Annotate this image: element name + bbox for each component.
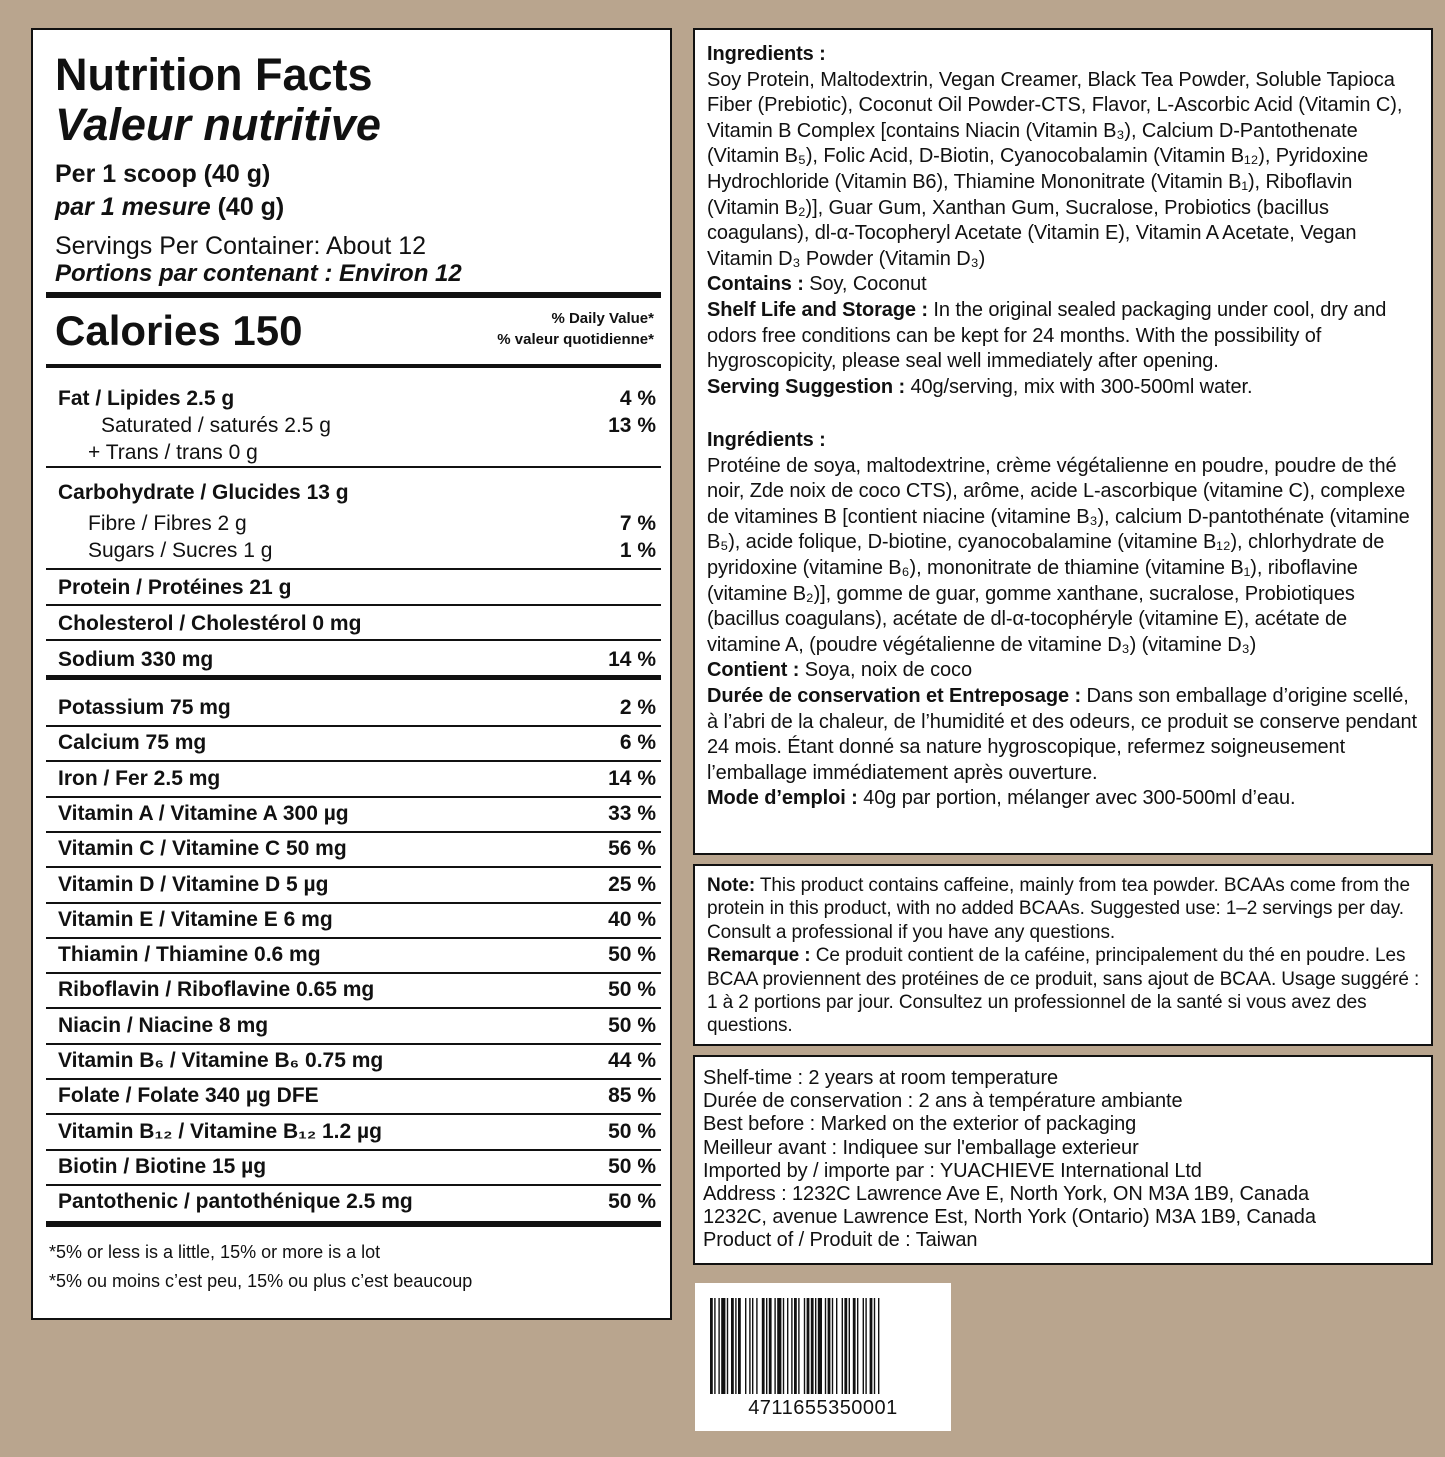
divider — [46, 1113, 661, 1115]
info-line: Durée de conservation : 2 ans à température ambiante — [703, 1090, 1183, 1113]
contains-line: Contains : Soy, Coconut — [707, 273, 927, 296]
divider — [46, 866, 661, 868]
serving-suggestion-line: Serving Suggestion : 40g/serving, mix with 300-500ml water. — [707, 375, 1253, 398]
micronutrient-label: Vitamin D / Vitamine D 5 µg — [58, 873, 329, 896]
micronutrient-label: Pantothenic / pantothénique 2.5 mg — [58, 1190, 413, 1213]
ingredients-panel — [693, 28, 1433, 855]
row-carbohydrate: Carbohydrate / Glucides 13 g — [58, 481, 349, 504]
barcode-bar — [791, 1298, 792, 1394]
micronutrient-percent: 50 % — [608, 978, 656, 1001]
ingredients-heading: Ingredients : — [707, 43, 826, 65]
micronutrient-label: Vitamin B₁₂ / Vitamine B₁₂ 1.2 µg — [58, 1120, 382, 1143]
serving-size-fr-amount: (40 g) — [210, 193, 285, 221]
row-micronutrient — [58, 907, 656, 933]
barcode-bar — [714, 1298, 715, 1394]
micronutrient-percent: 50 % — [608, 1190, 656, 1213]
barcode-bar — [735, 1298, 736, 1394]
row-protein: Protein / Protéines 21 g — [58, 576, 292, 599]
barcode-bar — [807, 1298, 810, 1394]
barcode-bar — [752, 1298, 753, 1394]
ingredients-fr — [707, 428, 1421, 812]
product-info-panel — [693, 1055, 1433, 1265]
barcode — [695, 1283, 951, 1431]
servings-per-container-fr: Portions par contenant : Environ 12 — [55, 260, 462, 287]
micronutrient-label: Vitamin B₆ / Vitamine B₆ 0.75 mg — [58, 1049, 384, 1072]
micronutrient-percent: 56 % — [608, 837, 656, 860]
divider — [46, 1184, 661, 1186]
barcode-bar — [832, 1298, 833, 1394]
ingredients-en — [707, 42, 1421, 400]
barcode-bar — [853, 1298, 856, 1394]
micronutrient-label: Vitamin A / Vitamine A 300 µg — [58, 802, 349, 825]
row-sodium: Sodium 330 mg 14 % — [58, 648, 656, 671]
row-sugars: Sugars / Sucres 1 g 1 % — [88, 539, 656, 562]
barcode-number: 4711655350001 — [748, 1397, 898, 1419]
barcode-bar — [870, 1298, 873, 1394]
row-micronutrient — [58, 801, 656, 827]
divider — [46, 1043, 661, 1045]
divider — [46, 1078, 661, 1080]
barcode-bar — [874, 1298, 875, 1394]
barcode-bar — [828, 1298, 831, 1394]
info-line: 1232C, avenue Lawrence Est, North York (Ontario) M3A 1B9, Canada — [703, 1206, 1316, 1229]
ingredients-text: Soy Protein, Maltodextrin, Vegan Creamer, Black Tea Powder, Soluble Tapioca Fiber (Prebiotic), Coconut Oil Powder-CTS, Flavor, L-Ascorbic Acid (Vitamin C), Vitamin B Complex [contains Niacin (Vitamin B₃), Calcium D-Pantothenate (Vitamin B₅), Folic Acid, D-Biotin, Cyanocobalamin (Vitamin B₁₂), Pyridoxine Hydrochloride (Vitamin B6), Thiamine Mononitrate (Vitamin B₁), Riboflavin (Vitamin B₂)], Guar Gum, Xanthan Gum, Sucralose, Probiotics (bacillus coagulans), dl-α-Tocopheryl Acetate (Vitamin E), Vitamin A Acetate, Vegan Vitamin D₃ Powder (Vitamin D₃) — [707, 68, 1403, 270]
row-trans: + Trans / trans 0 g — [88, 441, 258, 464]
note-en: Note: This product contains caffeine, mainly from tea powder. BCAAs come from the protein in this product, with no added BCAAs. Suggested use: 1–2 servings per day. Consult a professional if you have any questions. — [707, 875, 1410, 943]
divider — [46, 568, 661, 570]
servings-per-container: Servings Per Container: About 12 — [55, 232, 427, 260]
micronutrient-percent: 6 % — [619, 731, 656, 754]
micronutrient-label: Niacin / Niacine 8 mg — [58, 1014, 269, 1037]
micronutrient-percent: 50 % — [608, 943, 656, 966]
row-fibre: Fibre / Fibres 2 g 7 % — [88, 512, 656, 535]
row-micronutrient — [58, 1083, 656, 1109]
divider — [46, 937, 661, 939]
row-fat: Fat / Lipides 2.5 g 4 % — [58, 387, 656, 410]
barcode-bar — [857, 1298, 858, 1394]
note-text — [707, 874, 1421, 1038]
divider — [46, 796, 661, 798]
micronutrient-percent: 50 % — [608, 1120, 656, 1143]
info-line: Address : 1232C Lawrence Ave E, North York, ON M3A 1B9, Canada — [703, 1183, 1310, 1206]
footnote: *5% or less is a little, 15% or more is a lot — [49, 1242, 381, 1262]
barcode-bar — [842, 1298, 843, 1394]
row-micronutrient — [58, 766, 656, 792]
divider — [46, 604, 661, 606]
micronutrient-percent: 14 % — [608, 767, 656, 790]
divider-thick — [46, 364, 661, 368]
divider-thick — [46, 675, 661, 680]
nutrition-title: Nutrition Facts — [55, 49, 373, 100]
divider — [46, 1007, 661, 1009]
barcode-bar — [756, 1298, 757, 1394]
divider — [46, 1149, 661, 1151]
info-line: Meilleur avant : Indiquee sur l'emballage exterieur — [703, 1136, 1139, 1159]
barcode-bar — [710, 1298, 713, 1394]
row-saturated: Saturated / saturés 2.5 g 13 % — [101, 414, 656, 437]
serving-size-fr-label: par 1 mesure — [55, 193, 211, 221]
row-micronutrient — [58, 1048, 656, 1074]
row-micronutrient — [58, 942, 656, 968]
micronutrient-label: Calcium 75 mg — [58, 731, 207, 754]
nutrition-title-fr: Valeur nutritive — [55, 99, 381, 150]
row-micronutrient — [58, 1189, 656, 1215]
barcode-bar — [749, 1298, 750, 1394]
barcode-bar — [731, 1298, 734, 1394]
barcode-bar — [878, 1298, 879, 1394]
micronutrient-label: Thiamin / Thiamine 0.6 mg — [58, 943, 321, 966]
note-panel — [693, 864, 1433, 1046]
barcode-bars — [708, 1298, 938, 1394]
micronutrient-percent: 2 % — [619, 696, 656, 719]
divider-thick — [46, 1221, 661, 1227]
row-micronutrient — [58, 1154, 656, 1180]
barcode-bar — [849, 1298, 850, 1394]
info-line: Imported by / importe par : YUACHIEVE International Ltd — [703, 1159, 1202, 1182]
barcode-bar — [811, 1298, 814, 1394]
divider — [46, 725, 661, 727]
barcode-bar — [766, 1298, 767, 1394]
row-micronutrient — [58, 872, 656, 898]
barcode-bar — [815, 1298, 816, 1394]
micronutrient-label: Folate / Folate 340 µg DFE — [58, 1084, 319, 1107]
barcode-bar — [787, 1298, 788, 1394]
row-micronutrient — [58, 977, 656, 1003]
micronutrient-percent: 40 % — [608, 908, 656, 931]
info-line: Best before : Marked on the exterior of packaging — [703, 1113, 1137, 1136]
barcode-bar — [718, 1298, 719, 1394]
barcode-bar — [804, 1298, 805, 1394]
micronutrient-label: Potassium 75 mg — [58, 696, 231, 719]
micronutrient-percent: 25 % — [608, 873, 656, 896]
barcode-bar — [745, 1298, 746, 1394]
micronutrient-label: Vitamin E / Vitamine E 6 mg — [58, 908, 333, 931]
micronutrient-label: Vitamin C / Vitamine C 50 mg — [58, 837, 347, 860]
divider — [46, 902, 661, 904]
shelf-life-line-fr: Durée de conservation et Entreposage : Dans son emballage d’origine scellé, à l’abri de la chaleur, de l’humidité et des odeurs, ce produit se conserve pendant 24 mois. Étant donné sa nature hygroscopique, refermez soigneusement l’emballage immédiatement après ouverture. — [707, 684, 1417, 784]
info-line: Product of / Produit de : Taiwan — [703, 1229, 978, 1252]
barcode-bar — [777, 1298, 781, 1394]
product-info-lines — [703, 1067, 1421, 1253]
row-micronutrient — [58, 730, 656, 756]
micronutrient-label: Iron / Fer 2.5 mg — [58, 767, 221, 790]
note-fr: Remarque : Ce produit contient de la caféine, principalement du thé en poudre. Les BCAA proviennent des protéines de ce produit, sans ajout de BCAA. Usage suggéré : 1 à 2 portions par jour. Consultez un professionnel de la santé si vous avez des questions. — [707, 945, 1420, 1037]
divider — [46, 760, 661, 762]
divider — [46, 466, 661, 468]
footnote-fr: *5% ou moins c’est peu, 15% ou plus c’est beaucoup — [49, 1271, 473, 1291]
barcode-bar — [863, 1298, 864, 1394]
daily-value-header: % Daily Value* — [551, 310, 654, 327]
micronutrient-percent: 50 % — [608, 1014, 656, 1037]
barcode-bar — [738, 1298, 741, 1394]
daily-value-header-fr: % valeur quotidienne* — [497, 331, 654, 348]
row-micronutrient — [58, 1013, 656, 1039]
barcode-bar — [774, 1298, 775, 1394]
barcode-bar — [727, 1298, 728, 1394]
divider-thick — [46, 292, 661, 298]
row-cholesterol: Cholesterol / Cholestérol 0 mg — [58, 612, 362, 635]
barcode-bar — [783, 1298, 784, 1394]
barcode-bar — [844, 1298, 847, 1394]
ingredients-text-fr: Protéine de soya, maltodextrine, crème végétalienne en poudre, poudre de thé noir, Zde noix de coco CTS), arôme, acide L-ascorbique (vitamine C), complexe de vitamines B [contient niacine (vitamine B₃), calcium D-pantothénate (vitamine B₅), acide folique, D-biotine, cyanocobalamine (vitamine B₁₂), chlorhydrate de pyridoxine (vitamine B₆), mononitrate de thiamine (vitamine B₁), riboflavine (vitamine B₂)], gomme de guar, gomme xanthane, sucralose, Probiotiques (bacillus coagulans), acétate de dl-α-tocophéryle (vitamine E), acétate de vitamine A, (poudre végétalienne de vitamine D₃) (vitamine D₃) — [707, 454, 1410, 656]
barcode-bar — [769, 1298, 772, 1394]
barcode-bar — [836, 1298, 837, 1394]
barcode-bar — [798, 1298, 799, 1394]
info-line: Shelf-time : 2 years at room temperature — [703, 1067, 1059, 1089]
contains-line-fr: Contient : Soya, noix de coco — [707, 659, 972, 682]
serving-size: Per 1 scoop (40 g) — [55, 160, 271, 188]
micronutrient-percent: 44 % — [608, 1049, 656, 1072]
micronutrient-percent: 50 % — [608, 1155, 656, 1178]
serving-suggestion-line-fr: Mode d’emploi : 40g par portion, mélanger avec 300-500ml d’eau. — [707, 787, 1296, 810]
shelf-life-line: Shelf Life and Storage : In the original sealed packaging under cool, dry and odors free conditions can be kept for 24 months. With the possibility of hygroscopicity, please seal well immediately after opening. — [707, 298, 1387, 373]
barcode-bar — [794, 1298, 797, 1394]
nutrition-facts-panel — [31, 28, 672, 1320]
divider — [46, 639, 661, 641]
row-micronutrient — [58, 695, 656, 721]
row-micronutrient — [58, 836, 656, 862]
micronutrient-percent: 85 % — [608, 1084, 656, 1107]
barcode-bar — [721, 1298, 725, 1394]
ingredients-heading-fr: Ingrédients : — [707, 429, 826, 451]
barcode-bar — [818, 1298, 822, 1394]
barcode-bar — [865, 1298, 866, 1394]
barcode-bar — [762, 1298, 765, 1394]
divider — [46, 831, 661, 833]
row-micronutrient — [58, 1119, 656, 1145]
serving-size-fr — [55, 192, 284, 222]
calories: Calories 150 — [55, 307, 303, 354]
divider — [46, 972, 661, 974]
barcode-bar — [825, 1298, 826, 1394]
micronutrient-label: Biotin / Biotine 15 µg — [58, 1155, 267, 1178]
micronutrient-percent: 33 % — [608, 802, 656, 825]
micronutrient-label: Riboflavin / Riboflavine 0.65 mg — [58, 978, 375, 1001]
